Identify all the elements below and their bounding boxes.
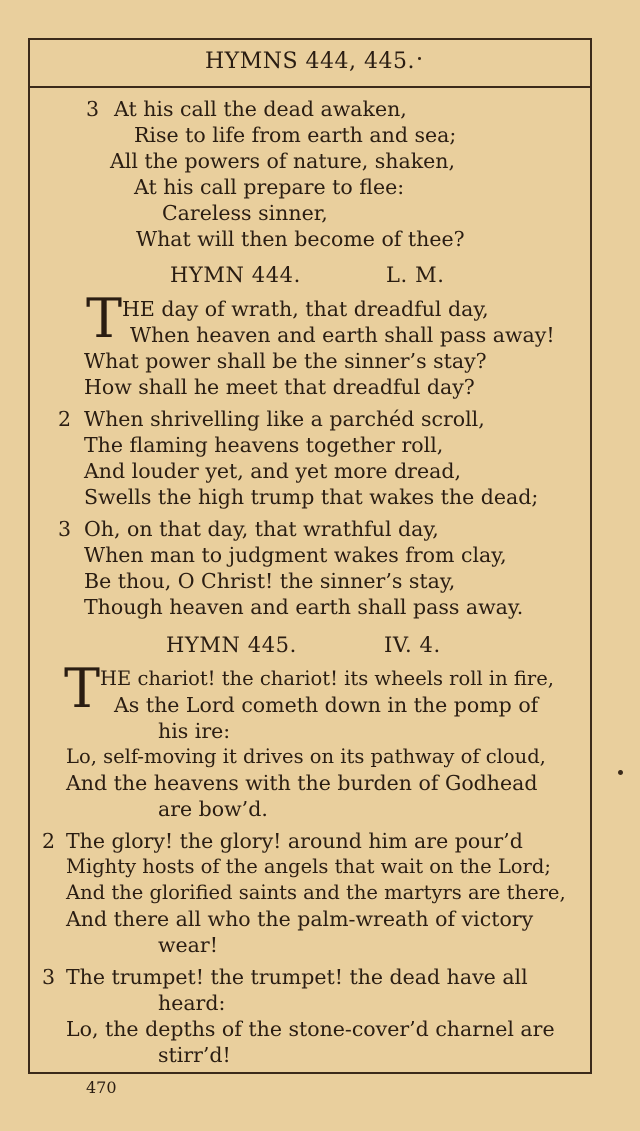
hymn-meter: L. M. (386, 263, 445, 287)
verse-line: HE day of wrath, that dreadful day, (122, 297, 489, 321)
hymn-meter: IV. 4. (384, 633, 441, 657)
verse-line: The trumpet! the trumpet! the dead have all (66, 965, 528, 989)
verse-line: HE chariot! the chariot! its wheels roll in fire, (100, 667, 554, 690)
drop-cap: T (64, 657, 101, 720)
verse-line: When man to judgment wakes from clay, (84, 543, 507, 567)
verse-line: And the glorified saints and the martyrs are there, (66, 881, 566, 904)
header-title: HYMNS 444, 445. (204, 49, 415, 74)
verse-line: Rise to life from earth and sea; (134, 123, 457, 147)
page-number: 470 (86, 1078, 117, 1097)
verse-line: stirr’d! (158, 1043, 231, 1067)
verse-line: All the powers of nature, shaken, (110, 149, 455, 173)
verse-line: Lo, self-moving it drives on its pathway of cloud, (66, 745, 546, 768)
verse-line: Though heaven and earth shall pass away. (84, 595, 524, 619)
drop-cap: T (86, 287, 123, 350)
verse-line: Oh, on that day, that wrathful day, (84, 517, 439, 541)
verse-line: The flaming heavens together roll, (84, 433, 444, 457)
verse-line: At his call prepare to flee: (134, 175, 405, 199)
verse-line: wear! (158, 933, 218, 957)
verse-number: 3 (42, 965, 56, 989)
verse-number: 3 (86, 97, 100, 121)
verse-line: How shall he meet that dreadful day? (84, 375, 475, 399)
verse-line: What will then become of thee? (136, 227, 465, 251)
verse-line: Swells the high trump that wakes the dead; (84, 485, 539, 509)
hymn-title: HYMN 444. (170, 263, 301, 287)
verse-line: Be thou, O Christ! the sinner’s stay, (84, 569, 456, 593)
page-header (28, 38, 592, 88)
verse-line: At his call the dead awaken, (114, 97, 407, 121)
verse-line: Lo, the depths of the stone-cover’d charnel are (66, 1017, 555, 1041)
verse-line: When shrivelling like a parchéd scroll, (84, 407, 485, 431)
verse-line: The glory! the glory! around him are pour’d (66, 829, 523, 853)
verse-line: heard: (158, 991, 226, 1015)
verse-line: Mighty hosts of the angels that wait on the Lord; (66, 855, 551, 878)
verse-number: 2 (58, 407, 72, 431)
verse-line: What power shall be the sinner’s stay? (84, 349, 487, 373)
verse-line: And there all who the palm-wreath of victory (66, 907, 534, 931)
hymn-title: HYMN 445. (166, 633, 297, 657)
verse-line: When heaven and earth shall pass away! (130, 323, 555, 347)
verse-number: 3 (58, 517, 72, 541)
verse-line: are bow’d. (158, 797, 268, 821)
verse-line: As the Lord cometh down in the pomp of (114, 693, 539, 717)
ink-dot (418, 57, 421, 60)
verse-line: And louder yet, and yet more dread, (84, 459, 461, 483)
verse-line: And the heavens with the burden of Godhead (66, 771, 538, 795)
verse-line: Careless sinner, (162, 201, 328, 225)
ink-mark (618, 770, 623, 775)
verse-number: 2 (42, 829, 56, 853)
verse-line: his ire: (158, 719, 231, 743)
